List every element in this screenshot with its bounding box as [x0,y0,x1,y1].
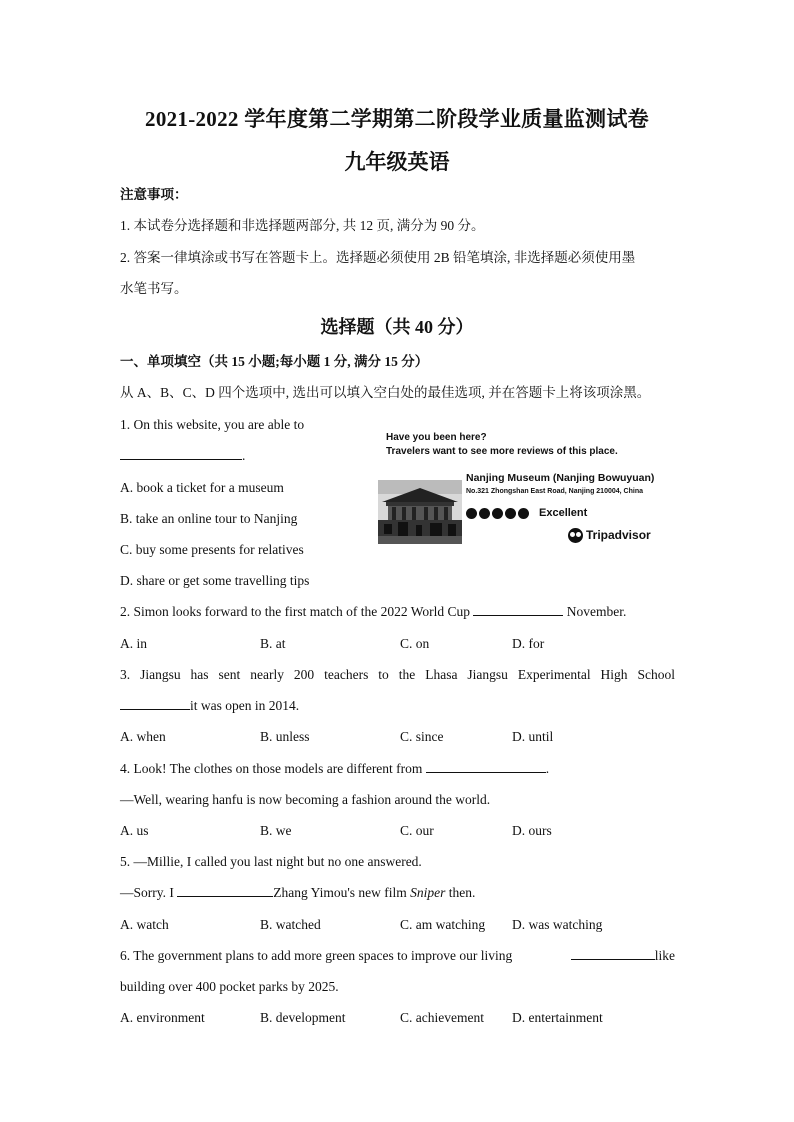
exam-subtitle: 九年级英语 [344,150,450,174]
rating-dot-icon [479,508,490,519]
question-1-option-a: A. book a ticket for a museum [120,480,284,495]
rating [466,504,587,518]
question-2-option-d: D. for [512,636,545,651]
question-1-stem: 1. On this website, you are able to [120,417,305,432]
question-5-option-a: A. watch [120,917,169,932]
notice-heading: 注意事项： [120,187,188,202]
answer-blank [177,884,273,897]
exam-title: 2021-2022 学年度第二学期第二阶段学业质量监测试卷 [145,107,649,131]
tripadvisor-logo: Tripadvisor [568,528,651,543]
rating-dot-icon [505,508,516,519]
rating-dot-icon [492,508,503,519]
notice-item: 2. 答案一律填涂或书写在答题卡上。选择题必须使用 2B 铅笔填涂, 非选择题必须使用墨 [120,250,636,265]
film-title: Sniper [410,885,446,900]
question-6-stem: 6. The government plans to add more green spaces to improve our living like [120,948,675,963]
question-6-option-d: D. entertainment [512,1010,603,1025]
question-1-option-b: B. take an online tour to Nanjing [120,511,298,526]
question-6-option-c: C. achievement [400,1010,484,1025]
rating-dot-icon [466,508,477,519]
answer-blank [120,697,190,710]
question-3-stem: 3. Jiangsu has sent nearly 200 teachers to the Lhasa Jiangsu Experimental High School [120,667,675,682]
question-1-option-d: D. share or get some travelling tips [120,573,310,588]
question-5-response: —Sorry. I Zhang Yimou's new film Sniper then. [120,885,476,900]
question-3-stem-cont: it was open in 2014. [120,697,299,715]
question-3-option-b: B. unless [260,729,310,744]
question-5-option-d: D. was watching [512,917,603,932]
question-2-option-c: C. on [400,636,430,651]
place-name: Nanjing Museum (Nanjing Bowuyuan) [466,472,655,484]
section-title: 选择题（共 40 分） [320,317,474,337]
answer-blank [571,947,655,960]
question-4-stem: 4. Look! The clothes on those models are different from . [120,761,550,776]
question-3-option-d: D. until [512,729,554,744]
question-4-option-b: B. we [260,823,292,838]
rating-label: Excellent [539,507,588,520]
tripadvisor-ad [378,428,678,558]
question-5-option-b: B. watched [260,917,321,932]
answer-blank [120,447,242,460]
ad-subheading: Travelers want to see more reviews of this place. [386,446,618,457]
rating-dot-icon [518,508,529,519]
question-4-option-a: A. us [120,823,149,838]
question-1-option-c: C. buy some presents for relatives [120,542,304,557]
question-6-stem-cont: building over 400 pocket parks by 2025. [120,979,339,994]
question-5-stem: 5. —Millie, I called you last night but no one answered. [120,854,422,869]
question-4-response: —Well, wearing hanfu is now becoming a fashion around the world. [120,792,491,807]
part-title: 一、单项填空（共 15 小题;每小题 1 分, 满分 15 分） [120,354,429,369]
question-2-option-a: A. in [120,636,147,651]
notice-item: 1. 本试卷分选择题和非选择题两部分, 共 12 页, 满分为 90 分。 [120,218,485,233]
question-2-option-b: B. at [260,636,286,651]
answer-blank [473,603,563,616]
question-2-stem: 2. Simon looks forward to the first match of the 2022 World Cup November. [120,604,627,619]
ad-heading: Have you been here? [386,432,487,443]
question-3-option-a: A. when [120,729,166,744]
part-instruction: 从 A、B、C、D 四个选项中, 选出可以填入空白处的最佳选项, 并在答题卡上将该项涂黑。 [120,385,651,400]
question-4-option-d: D. ours [512,823,552,838]
notice-item: 水笔书写。 [120,281,188,296]
question-6-option-a: A. environment [120,1010,205,1025]
question-1-blank-line: . [120,447,245,465]
museum-photo [378,480,462,544]
answer-blank [426,760,546,773]
question-4-option-c: C. our [400,823,434,838]
question-3-option-c: C. since [400,729,444,744]
question-5-option-c: C. am watching [400,917,486,932]
place-address: No.321 Zhongshan East Road, Nanjing 210004, China [466,488,643,495]
owl-icon [568,528,583,543]
question-6-option-b: B. development [260,1010,346,1025]
